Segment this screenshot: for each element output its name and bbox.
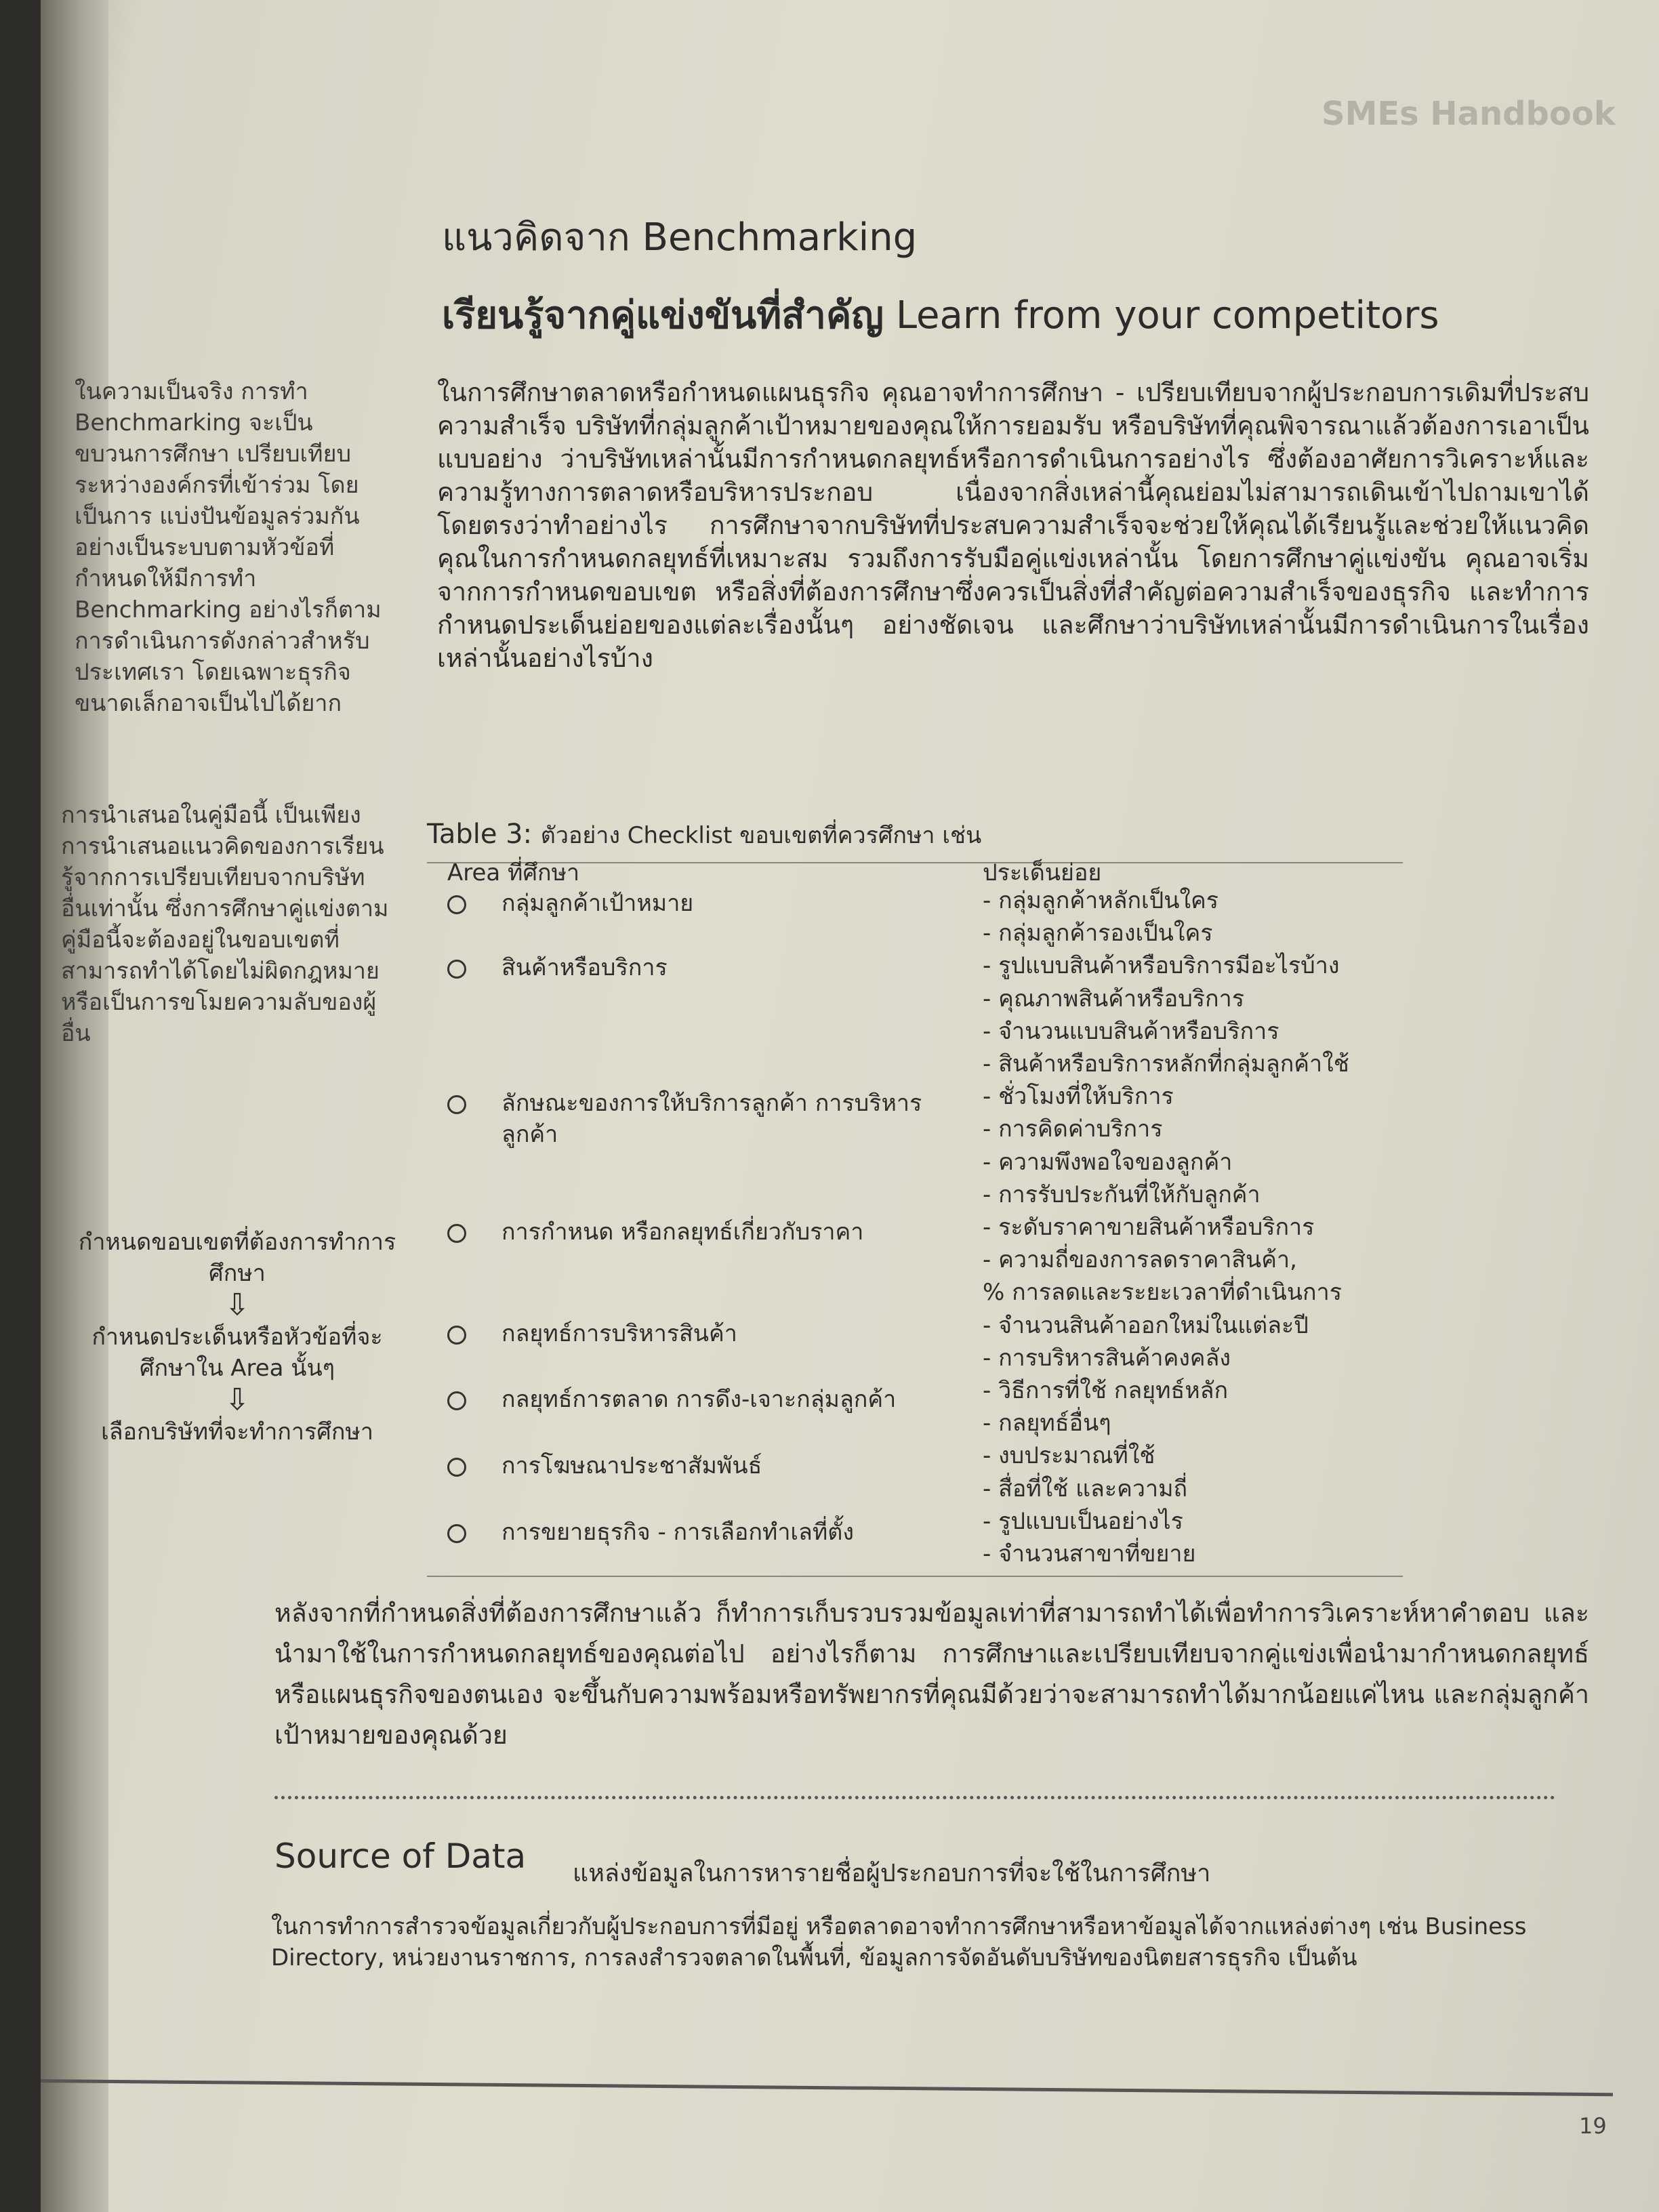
flow-step: กำหนดขอบเขตที่ต้องการทำการศึกษา bbox=[78, 1229, 396, 1287]
section-subheading bbox=[442, 285, 1439, 345]
area-label: ลักษณะของการให้บริการลูกค้า การบริหารลูกค้า bbox=[501, 1090, 922, 1148]
table-subpoints bbox=[983, 884, 1416, 1570]
intro-paragraph: ในการศึกษาตลาดหรือกำหนดแผนธุรกิจ คุณอาจทำการศึกษา - เปรียบเทียบจากผู้ประกอบการเดิมที่ประสบความสำเร็จ บริษัทที่กลุ่มลูกค้าเป้าหมายของคุณให้การยอมรับ หรือบริษัทที่คุณพิจารณาแล้วต้องการเอาเป็นแบบอย่าง ว่าบริษัทเหล่านั้นมีการกำหนดกลยุทธ์หรือการดำเนินการอย่างไร ซึ่งต้องอาศัยการวิเคราะห์และความรู้ทางการตลาดหรือบริหารประกอบ เนื่องจากสิ่งเหล่านี้คุณย่อมไม่สามารถเดินเข้าไปถามเขาได้โดยตรงว่าทำอย่างไร การศึกษาจากบริษัทที่ประสบความสำเร็จจะช่วยให้คุณได้เรียนรู้และช่วยให้แนวคิดคุณในการกำหนดกลยุทธ์ที่เหมาะสม รวมถึงการรับมือคู่แข่งเหล่านั้น โดยการศึกษาคู่แข่งขัน คุณอาจเริ่มจากการกำหนดขอบเขต หรือสิ่งที่ต้องการศึกษาซึ่งควรเป็นสิ่งที่สำคัญต่อความสำเร็จของธุรกิจ และทำการกำหนดประเด็นย่อยของแต่ละเรื่องนั้นๆ อย่างชัดเจน และศึกษาว่าบริษัทเหล่านั้นมีการดำเนินการในเรื่องเหล่านั้นอย่างไรบ้าง bbox=[437, 377, 1589, 673]
page-gutter bbox=[41, 0, 108, 2212]
list-item: - รูปแบบสินค้าหรือบริการมีอะไรบ้าง bbox=[983, 952, 1340, 980]
table-caption-text: ตัวอย่าง Checklist ขอบเขตที่ควรศึกษา เช่น bbox=[540, 822, 982, 849]
list-item: - กลุ่มลูกค้ารองเป็นใคร bbox=[983, 920, 1213, 947]
table-row bbox=[447, 1318, 962, 1349]
area-label: กลยุทธ์การบริหารสินค้า bbox=[501, 1320, 737, 1347]
checkbox-circle-icon bbox=[447, 1095, 466, 1114]
subheading-thai: เรียนรู้จากคู่แข่งขันที่สำคัญ bbox=[442, 293, 884, 337]
list-item: - วิธีการที่ใช้ กลยุทธ์หลัก bbox=[983, 1377, 1229, 1405]
list-item: - กลุ่มลูกค้าหลักเป็นใคร bbox=[983, 887, 1219, 914]
source-body: ในการทำการสำรวจข้อมูลเกี่ยวกับผู้ประกอบการที่มีอยู่ หรือตลาดอาจทำการศึกษาหรือหาข้อมูลได้จากแหล่งต่างๆ เช่น Business Directory, หน่วยงานราชการ, การลงสำรวจตลาดในพื้นที่, ข้อมูลการจัดอันดับบริษัทของนิตยสารธุรกิจ เป็นต้น bbox=[271, 1913, 1527, 1971]
section-heading: แนวคิดจาก Benchmarking bbox=[442, 216, 918, 260]
running-header: SMEs Handbook bbox=[1322, 95, 1616, 133]
area-label: กลยุทธ์การตลาด การดึง-เจาะกลุ่มลูกค้า bbox=[501, 1386, 897, 1413]
left-page-edge bbox=[0, 0, 41, 2212]
checkbox-circle-icon bbox=[447, 1458, 466, 1477]
area-label: การขยายธุรกิจ - การเลือกทำเลที่ตั้ง bbox=[501, 1519, 854, 1546]
list-item: - จำนวนแบบสินค้าหรือบริการ bbox=[983, 1017, 1279, 1045]
area-label: การกำหนด หรือกลยุทธ์เกี่ยวกับราคา bbox=[501, 1218, 864, 1246]
flow-step: กำหนดประเด็นหรือหัวข้อที่จะศึกษาใน Area นั้นๆ bbox=[91, 1324, 383, 1382]
checkbox-circle-icon bbox=[447, 1524, 466, 1543]
area-label: สินค้าหรือบริการ bbox=[501, 954, 668, 981]
list-item: - รูปแบบเป็นอย่างไร bbox=[983, 1507, 1183, 1535]
table-row bbox=[447, 888, 962, 919]
area-label: กลุ่มลูกค้าเป้าหมาย bbox=[501, 890, 694, 917]
table-row bbox=[447, 1450, 962, 1481]
list-item: - การคิดค่าบริการ bbox=[983, 1115, 1163, 1143]
list-item: - สินค้าหรือบริการหลักที่กลุ่มลูกค้าใช้ bbox=[983, 1050, 1349, 1078]
subheading-english: Learn from your competitors bbox=[895, 293, 1439, 337]
list-item: - จำนวนสาขาที่ขยาย bbox=[983, 1540, 1196, 1568]
checkbox-circle-icon bbox=[447, 1224, 466, 1243]
page-number: 19 bbox=[1579, 2113, 1607, 2139]
checkbox-circle-icon bbox=[447, 960, 466, 979]
area-label: การโฆษณาประชาสัมพันธ์ bbox=[501, 1452, 762, 1479]
down-arrow-icon: ⇩ bbox=[224, 1288, 250, 1322]
list-item: - การรับประกันที่ให้กับลูกค้า bbox=[983, 1181, 1261, 1208]
list-item: - ความถี่ของการลดราคาสินค้า, bbox=[983, 1246, 1297, 1274]
list-item: - ความพึงพอใจของลูกค้า bbox=[983, 1148, 1233, 1176]
conclusion-paragraph: หลังจากที่กำหนดสิ่งที่ต้องการศึกษาแล้ว ก็ทำการเก็บรวบรวมข้อมูลเท่าที่สามารถทำได้เพื่อทำการวิเคราะห์หาคำตอบ และนำมาใช้ในการกำหนดกลยุทธ์ของคุณต่อไป อย่างไรก็ตาม การศึกษาและเปรียบเทียบจากคู่แข่งเพื่อนำมากำหนดกลยุทธ์หรือแผนธุรกิจของตนเอง จะขึ้นกับความพร้อมหรือทรัพยากรที่คุณมีด้วยว่าจะสามารถทำได้มากน้อยแค่ไหน และกลุ่มลูกค้าเป้าหมายของคุณด้วย bbox=[274, 1598, 1589, 1750]
list-item: - สื่อที่ใช้ และความถี่ bbox=[983, 1475, 1188, 1502]
side-note-benchmarking: ในความเป็นจริง การทำ Benchmarking จะเป็นขบวนการศึกษา เปรียบเทียบระหว่างองค์กรที่เข้าร่วม โดยเป็นการ แบ่งปันข้อมูลร่วมกันอย่างเป็นระบบตามหัวข้อที่กำหนดให้มีการทำ Benchmarking อย่างไรก็ตาม การดำเนินการดังกล่าวสำหรับประเทศเรา โดยเฉพาะธุรกิจขนาดเล็กอาจเป็นไปได้ยาก bbox=[75, 378, 382, 717]
dotted-divider bbox=[274, 1796, 1555, 1799]
list-item: - ชั่วโมงที่ให้บริการ bbox=[983, 1083, 1174, 1111]
table-row bbox=[447, 1384, 962, 1415]
list-item: - คุณภาพสินค้าหรือบริการ bbox=[983, 985, 1244, 1012]
table-header-area: Area ที่ศึกษา bbox=[447, 859, 580, 886]
checkbox-circle-icon bbox=[447, 1391, 466, 1410]
table-bottom-rule bbox=[427, 1576, 1403, 1577]
table-header-subpoints: ประเด็นย่อย bbox=[983, 859, 1102, 886]
list-item: % การลดและระยะเวลาที่ดำเนินการ bbox=[983, 1279, 1342, 1307]
source-title: Source of Data bbox=[274, 1837, 527, 1876]
list-item: - จำนวนสินค้าออกใหม่ในแต่ละปี bbox=[983, 1311, 1309, 1339]
down-arrow-icon: ⇩ bbox=[224, 1382, 250, 1417]
table-row bbox=[447, 952, 962, 983]
list-item: - งบประมาณที่ใช้ bbox=[983, 1442, 1155, 1470]
side-note-disclaimer: การนำเสนอในคู่มือนี้ เป็นเพียงการนำเสนอแนวคิดของการเรียนรู้จากการเปรียบเทียบจากบริษัทอื่นเท่านั้น ซึ่งการศึกษาคู่แข่งตามคู่มือนี้จะต้องอยู่ในขอบเขตที่สามารถทำได้โดยไม่ผิดกฎหมาย หรือเป็นการขโมยความลับของผู้อื่น bbox=[61, 802, 389, 1047]
checkbox-circle-icon bbox=[447, 895, 466, 914]
flow-step: เลือกบริษัทที่จะทำการศึกษา bbox=[101, 1418, 373, 1446]
source-subtitle: แหล่งข้อมูลในการหารายชื่อผู้ประกอบการที่จะใช้ในการศึกษา bbox=[573, 1860, 1211, 1887]
table-caption-label: Table 3: bbox=[427, 819, 533, 850]
table-caption bbox=[427, 817, 981, 853]
checkbox-circle-icon bbox=[447, 1326, 466, 1345]
table-row bbox=[447, 1216, 962, 1248]
table-row bbox=[447, 1517, 962, 1548]
list-item: - การบริหารสินค้าคงคลัง bbox=[983, 1344, 1231, 1372]
process-flow bbox=[68, 1227, 407, 1448]
table-row bbox=[447, 1088, 962, 1150]
list-item: - กลยุทธ์อื่นๆ bbox=[983, 1410, 1111, 1437]
list-item: - ระดับราคาขายสินค้าหรือบริการ bbox=[983, 1214, 1315, 1242]
